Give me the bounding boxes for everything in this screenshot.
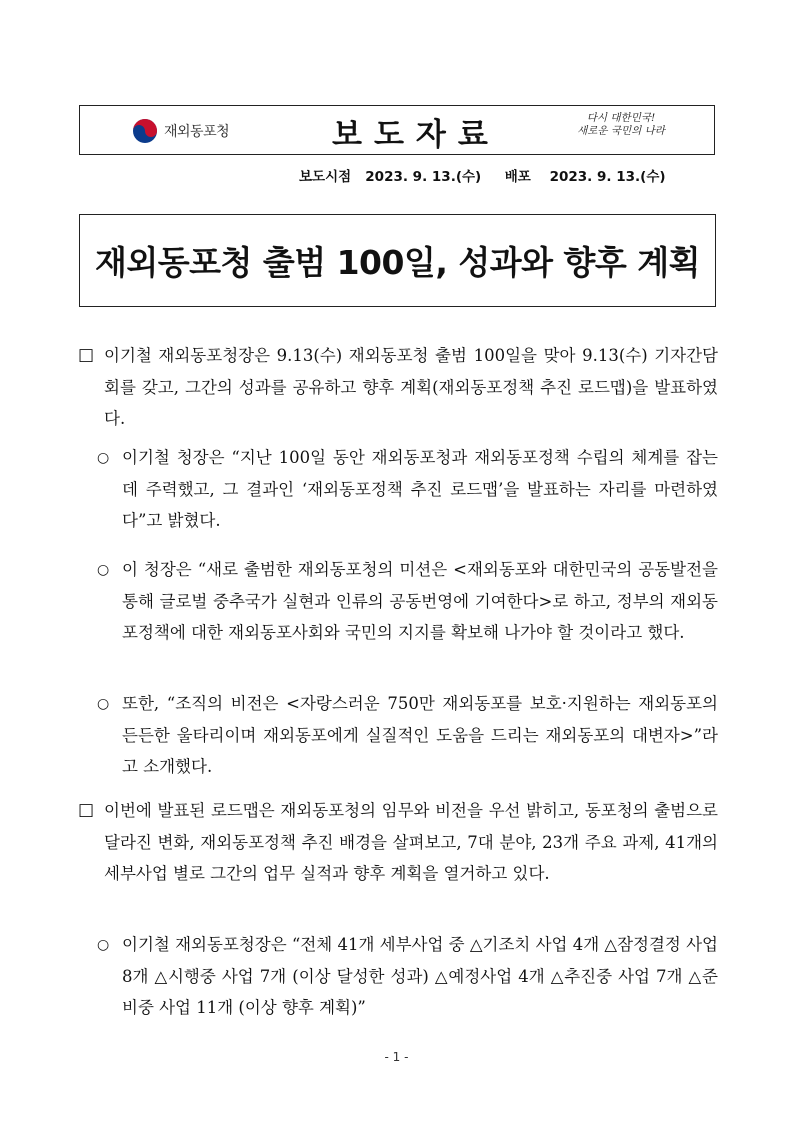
body-paragraph xyxy=(78,795,718,890)
square-bullet-icon: □ xyxy=(78,800,95,820)
document-title-box xyxy=(79,214,716,307)
slogan-line-1: 다시 대한민국! xyxy=(586,112,656,124)
paragraph-text: 이번에 발표된 로드맵은 재외동포청의 임무와 비전을 우선 밝히고, 동포청의 출범으로 달라진 변화, 재외동포정책 추진 배경을 살펴보고, 7대 분야, 23개 주요 과제, 41개의 세부사업 별로 그간의 업무 실적과 향후 계획을 열거하고 있다. xyxy=(104,801,718,883)
distribution-label: 배포 xyxy=(504,169,531,185)
body-subparagraph xyxy=(97,688,718,783)
paragraph-text: 이 청장은 “새로 출범한 재외동포청의 미션은 <재외동포와 대한민국의 공동발전을 통해 글로벌 중추국가 실현과 인류의 공동번영에 기여한다>로 하고, 정부의 재외동포정책에 대한 재외동포사회와 국민의 지지를 확보해 나가야 할 것이라고 했다. xyxy=(122,560,718,642)
body-subparagraph xyxy=(97,929,718,1024)
agency-logo-text: 재외동포청 xyxy=(164,124,230,140)
circle-bullet-icon: ○ xyxy=(97,937,110,953)
body-paragraph xyxy=(78,340,718,435)
paragraph-text: 이기철 재외동포청장은 9.13(수) 재외동포청 출범 100일을 맞아 9.13(수) 기자간담회를 갖고, 그간의 성과를 공유하고 향후 계획(재외동포정책 추진 로드맵)을 발표하였다. xyxy=(104,346,718,428)
press-time-label: 보도시점 xyxy=(299,169,352,185)
slogan-line-2: 새로운 국민의 나라 xyxy=(577,125,665,137)
body-subparagraph xyxy=(97,442,718,537)
agency-logo xyxy=(132,118,229,144)
taegeuk-logo-icon xyxy=(132,118,158,144)
body-subparagraph xyxy=(97,554,718,649)
paragraph-text: 이기철 재외동포청장은 “전체 41개 세부사업 중 △기조치 사업 4개 △잠정결정 사업 8개 △시행중 사업 7개 (이상 달성한 성과) △예정사업 4개 △추진중 사업 7개 △준비중 사업 11개 (이상 향후 계획)” xyxy=(122,935,718,1017)
release-dates xyxy=(299,165,666,185)
distribution-date: 2023. 9. 13.(수) xyxy=(549,169,666,185)
circle-bullet-icon: ○ xyxy=(97,562,110,578)
square-bullet-icon: □ xyxy=(78,345,95,365)
document-title: 재외동포청 출범 100일, 성과와 향후 계획 xyxy=(94,243,701,282)
circle-bullet-icon: ○ xyxy=(97,696,110,712)
paragraph-text: 또한, “조직의 비전은 <자랑스러운 750만 재외동포를 보호·지원하는 재외동포의 든든한 울타리이며 재외동포에게 실질적인 도움을 드리는 재외동포의 대변자>”라고 소개했다. xyxy=(122,694,718,776)
slogan xyxy=(566,112,676,138)
press-time-date: 2023. 9. 13.(수) xyxy=(365,169,482,185)
press-release-title: 보도자료 xyxy=(332,117,500,153)
circle-bullet-icon: ○ xyxy=(97,450,110,466)
page-number: - 1 - xyxy=(384,1050,409,1064)
paragraph-text: 이기철 청장은 “지난 100일 동안 재외동포청과 재외동포정책 수립의 체계를 잡는 데 주력했고, 그 결과인 ‘재외동포정책 추진 로드맵’을 발표하는 자리를 마련하였다”고 밝혔다. xyxy=(122,448,718,530)
